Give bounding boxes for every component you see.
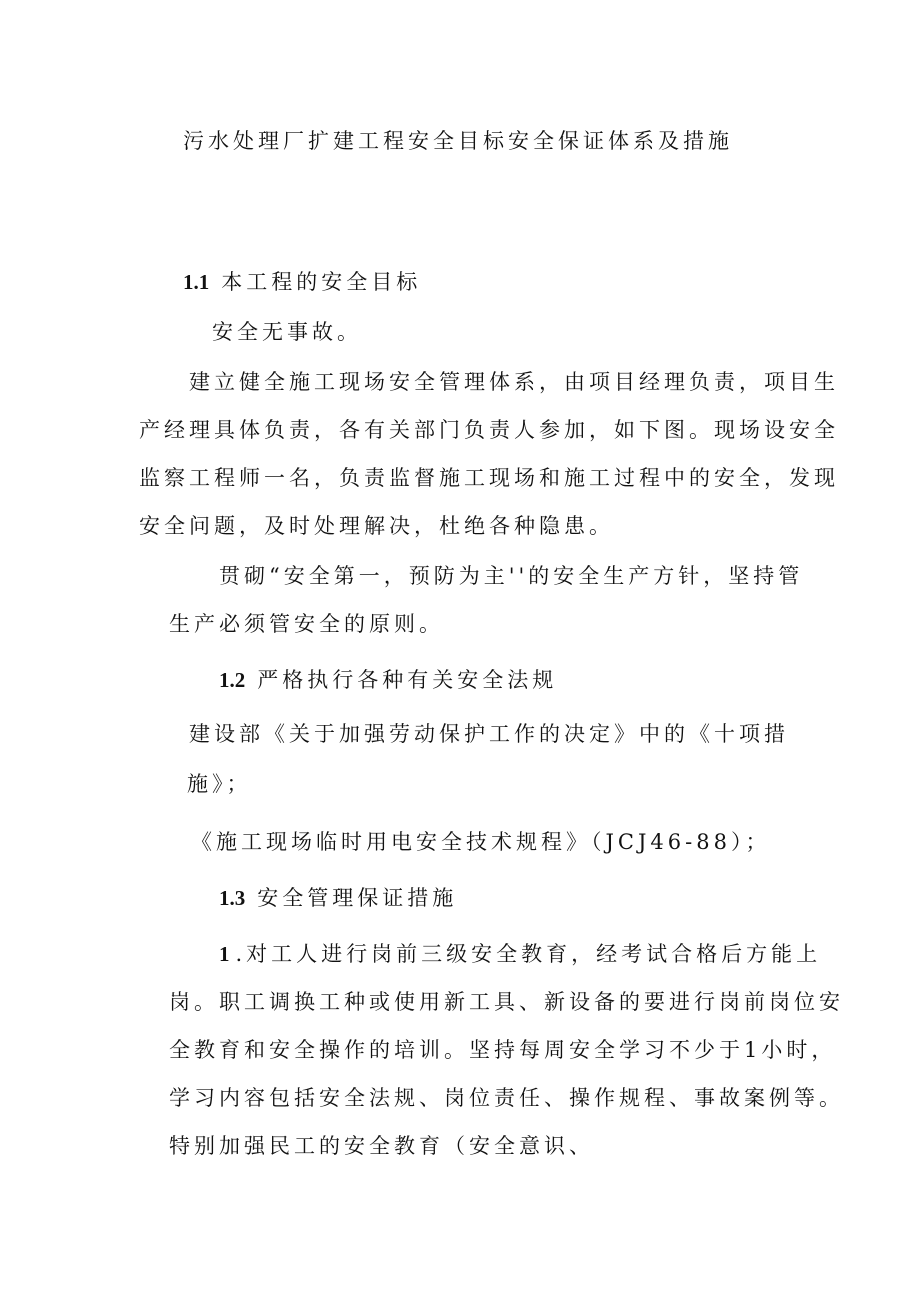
paragraph-line: 监察工程师一名，负责监督施工现场和施工过程中的安全，发现 xyxy=(139,466,839,490)
paragraph-line: 学习内容包括安全法规、岗位责任、操作规程、事故案例等。 xyxy=(169,1086,844,1110)
section-title: 严格执行各种有关安全法规 xyxy=(257,668,558,692)
regulation-citation: 《施工现场临时用电安全技术规程》（JCJ46-88）； xyxy=(191,830,771,854)
paragraph-goal: 安全无事故。 xyxy=(212,320,362,344)
section-number: 1.1 xyxy=(183,270,210,294)
paragraph-line: 建设部《关于加强劳动保护工作的决定》中的《十项措 xyxy=(189,722,789,746)
paragraph-line: 施》； xyxy=(187,772,252,796)
section-heading-1-2 xyxy=(219,666,557,694)
paragraph-line: 安全问题，及时处理解决，杜绝各种隐患。 xyxy=(139,514,614,538)
section-number: 1.2 xyxy=(219,668,246,692)
paragraph-line: 建立健全施工现场安全管理体系，由项目经理负责，项目生 xyxy=(189,370,839,394)
list-item-number: 1 xyxy=(219,942,230,966)
paragraph-line: 贯砌“安全第一，预防为主''的安全生产方针，坚持管 xyxy=(219,564,804,588)
list-item-1-first-line xyxy=(219,940,821,968)
paragraph-line: 生产必须管安全的原则。 xyxy=(169,612,444,636)
section-heading-1-3 xyxy=(219,884,457,912)
section-heading-1-1 xyxy=(183,268,421,296)
paragraph-line: 岗。职工调换工种或使用新工具、新设备的要进行岗前岗位安 xyxy=(169,990,844,1014)
section-title: 安全管理保证措施 xyxy=(257,886,458,910)
document-title: 污水处理厂扩建工程安全目标安全保证体系及措施 xyxy=(183,129,733,153)
paragraph-line: 特别加强民工的安全教育（安全意识、 xyxy=(169,1134,594,1158)
paragraph-line: 产经理具体负责，各有关部门负责人参加，如下图。现场设安全 xyxy=(139,418,839,442)
paragraph-line: 全教育和安全操作的培训。坚持每周安全学习不少于1小时， xyxy=(169,1038,837,1062)
list-item-text: .对工人进行岗前三级安全教育，经考试合格后方能上 xyxy=(235,942,822,966)
section-number: 1.3 xyxy=(219,886,246,910)
section-title: 本工程的安全目标 xyxy=(221,270,422,294)
